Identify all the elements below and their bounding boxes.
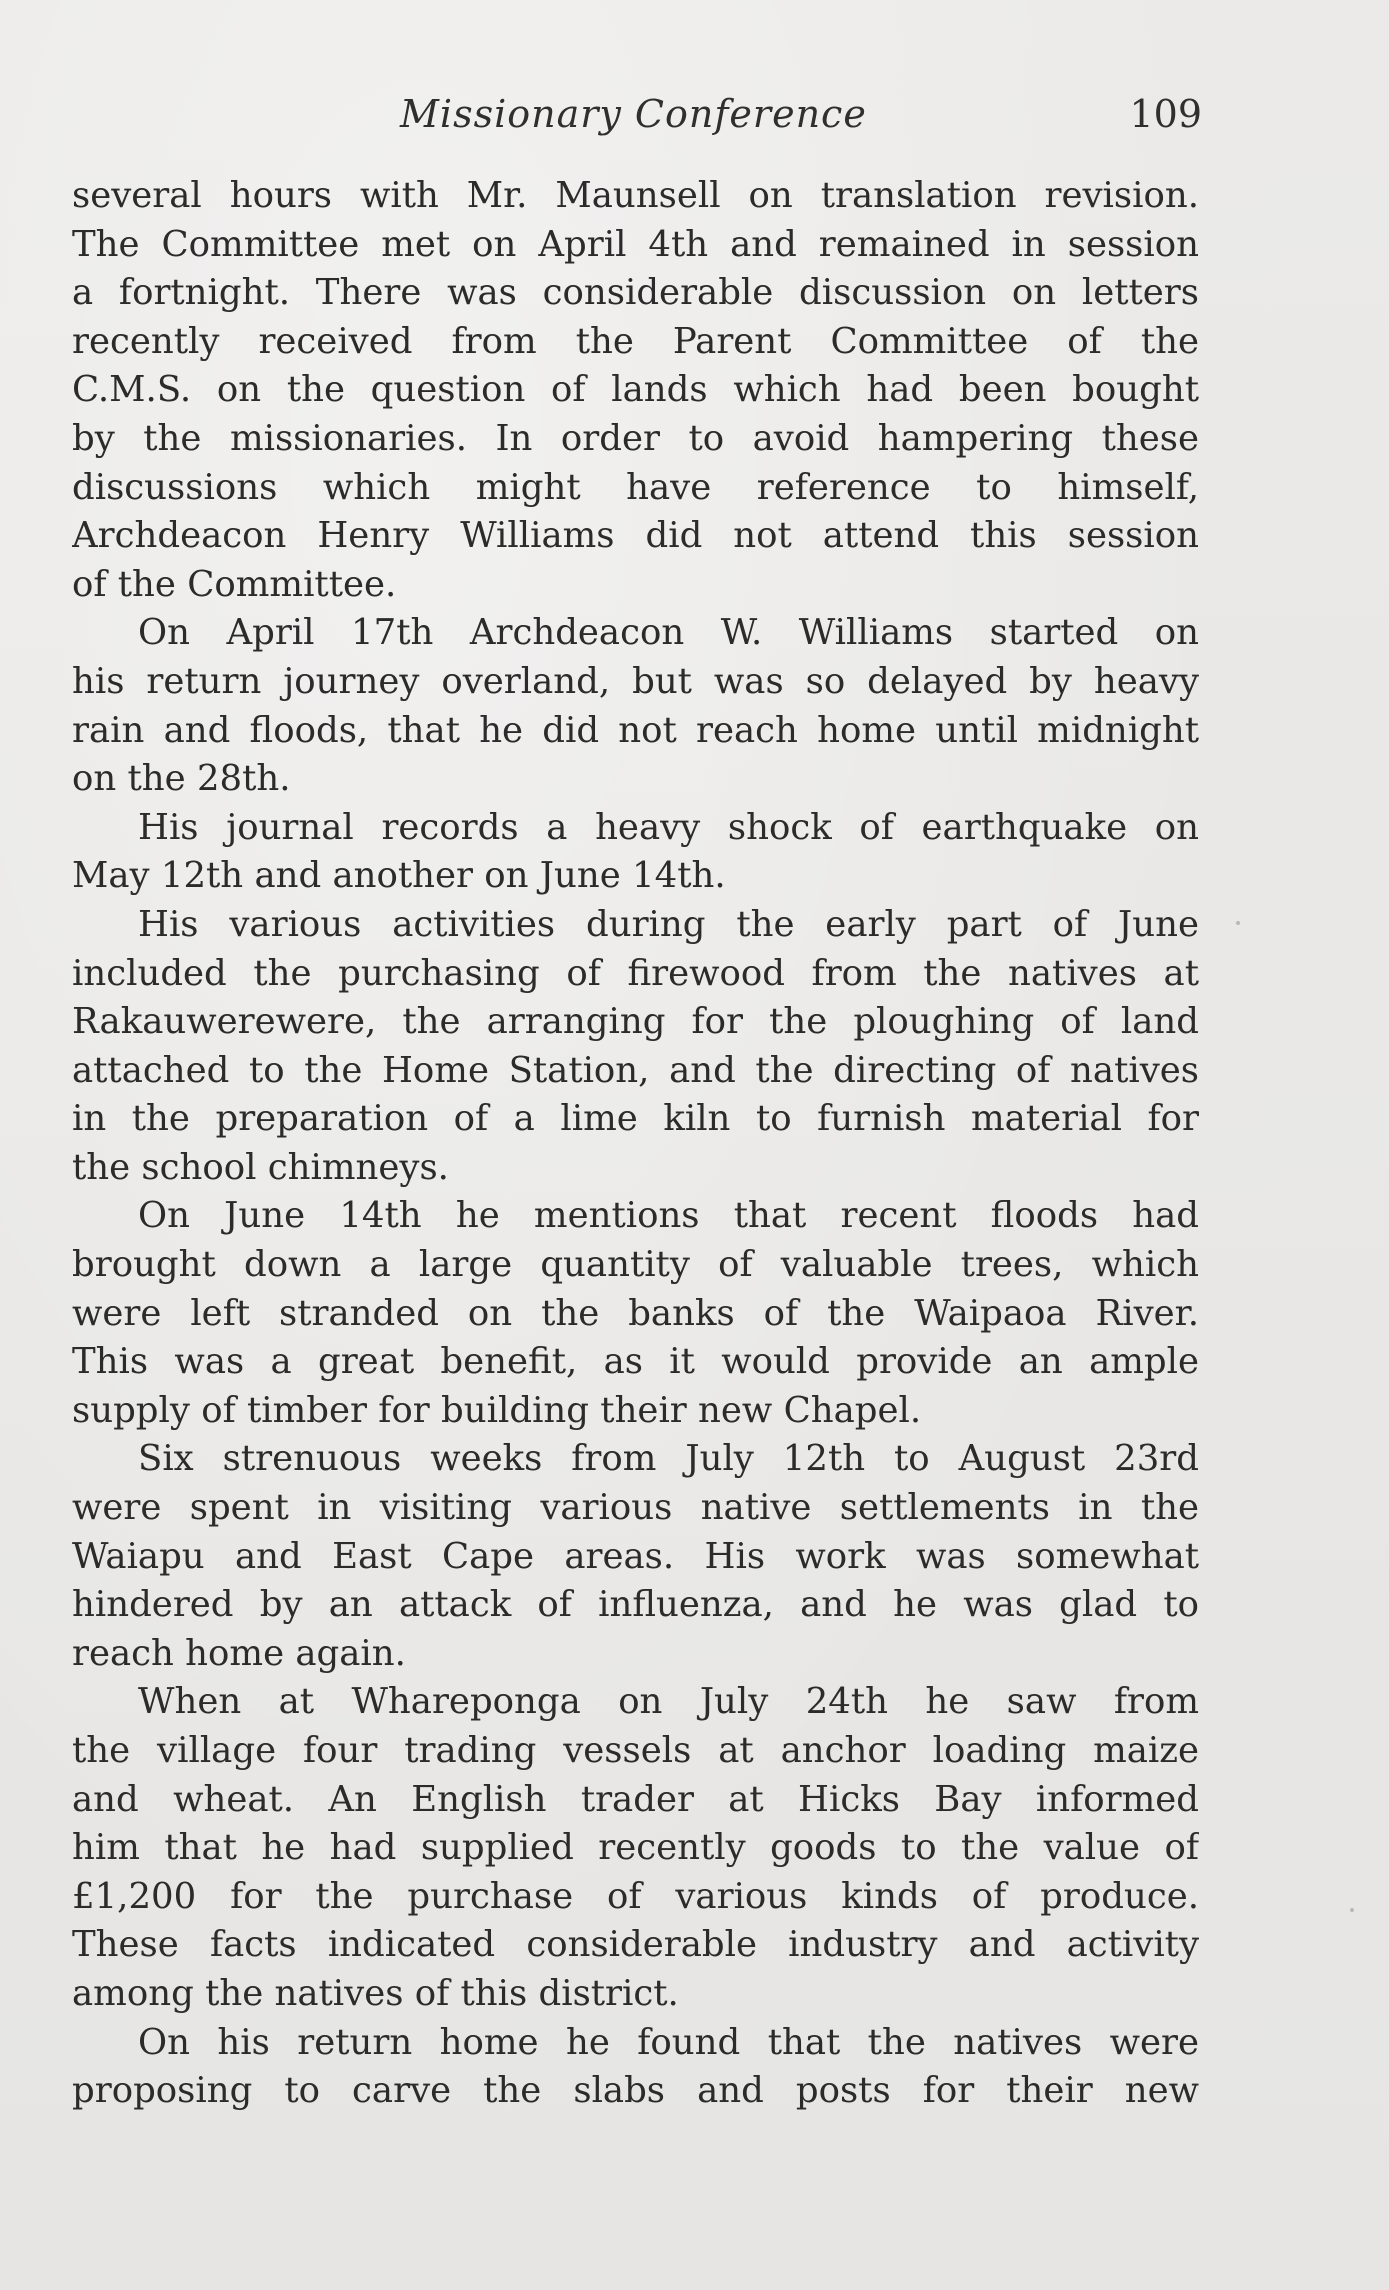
running-head xyxy=(72,92,1202,140)
text-line: On June 14th he mentions that recent floods had xyxy=(138,1195,1199,1237)
text-line: The Committee met on April 4th and remained in session xyxy=(72,223,1199,265)
text-line: attached to the Home Station, and the directing of natives xyxy=(72,1049,1199,1091)
text-line: rain and floods, that he did not reach home until midnight xyxy=(72,709,1199,751)
text-line: a fortnight. There was considerable discussion on letters xyxy=(72,272,1199,314)
body-text xyxy=(72,172,1199,2116)
text-line: May 12th and another on June 14th. xyxy=(72,855,726,897)
page-number: 109 xyxy=(1129,92,1202,136)
text-line: recently received from the Parent Committee of the xyxy=(72,320,1199,362)
running-title: Missionary Conference xyxy=(400,92,867,136)
text-line: Archdeacon Henry Williams did not attend this session xyxy=(72,515,1199,557)
text-line: Waiapu and East Cape areas. His work was somewhat xyxy=(72,1535,1199,1577)
text-line: His journal records a heavy shock of earthquake on xyxy=(138,806,1199,848)
text-line: and wheat. An English trader at Hicks Bay informed xyxy=(72,1778,1199,1820)
text-line: the school chimneys. xyxy=(72,1146,449,1188)
text-line: On April 17th Archdeacon W. Williams started on xyxy=(138,612,1199,654)
text-line: included the purchasing of firewood from the natives at xyxy=(72,952,1199,994)
text-line: his return journey overland, but was so delayed by heavy xyxy=(72,660,1199,702)
text-line: His various activities during the early part of June xyxy=(138,903,1199,945)
paper-speck xyxy=(1350,1908,1354,1912)
text-line: were spent in visiting various native settlements in the xyxy=(72,1487,1199,1529)
text-line: of the Committee. xyxy=(72,563,397,605)
text-line: several hours with Mr. Maunsell on translation revision. xyxy=(72,175,1199,216)
text-line: reach home again. xyxy=(72,1632,406,1674)
text-line: hindered by an attack of influenza, and he was glad to xyxy=(72,1584,1199,1626)
text-line: among the natives of this district. xyxy=(72,1972,679,2014)
text-line: the village four trading vessels at anchor loading maize xyxy=(72,1730,1199,1771)
text-line: Six strenuous weeks from July 12th to August 23rd xyxy=(138,1438,1199,1480)
text-line: When at Whareponga on July 24th he saw from xyxy=(138,1681,1199,1723)
text-line: £1,200 for the purchase of various kinds of produce. xyxy=(72,1875,1199,1917)
text-line: him that he had supplied recently goods to the value of xyxy=(72,1827,1199,1869)
text-line: This was a great benefit, as it would provide an ample xyxy=(72,1341,1199,1383)
text-line: supply of timber for building their new Chapel. xyxy=(72,1389,922,1431)
text-line: Rakauwerewere, the arranging for the ploughing of land xyxy=(72,1001,1199,1043)
text-line: proposing to carve the slabs and posts for their new xyxy=(72,2070,1199,2112)
paper-speck xyxy=(1236,921,1240,925)
text-line: C.M.S. on the question of lands which had been bought xyxy=(72,369,1199,411)
text-line: discussions which might have reference to himself, xyxy=(72,466,1199,508)
text-line: On his return home he found that the natives were xyxy=(138,2021,1199,2063)
text-line: These facts indicated considerable industry and activity xyxy=(72,1924,1199,1966)
text-line: by the missionaries. In order to avoid hampering these xyxy=(72,417,1199,459)
text-line: in the preparation of a lime kiln to furnish material for xyxy=(72,1098,1199,1140)
text-line: were left stranded on the banks of the Waipaoa River. xyxy=(72,1292,1199,1334)
text-line: brought down a large quantity of valuable trees, which xyxy=(72,1244,1199,1286)
text-line: on the 28th. xyxy=(72,758,291,800)
